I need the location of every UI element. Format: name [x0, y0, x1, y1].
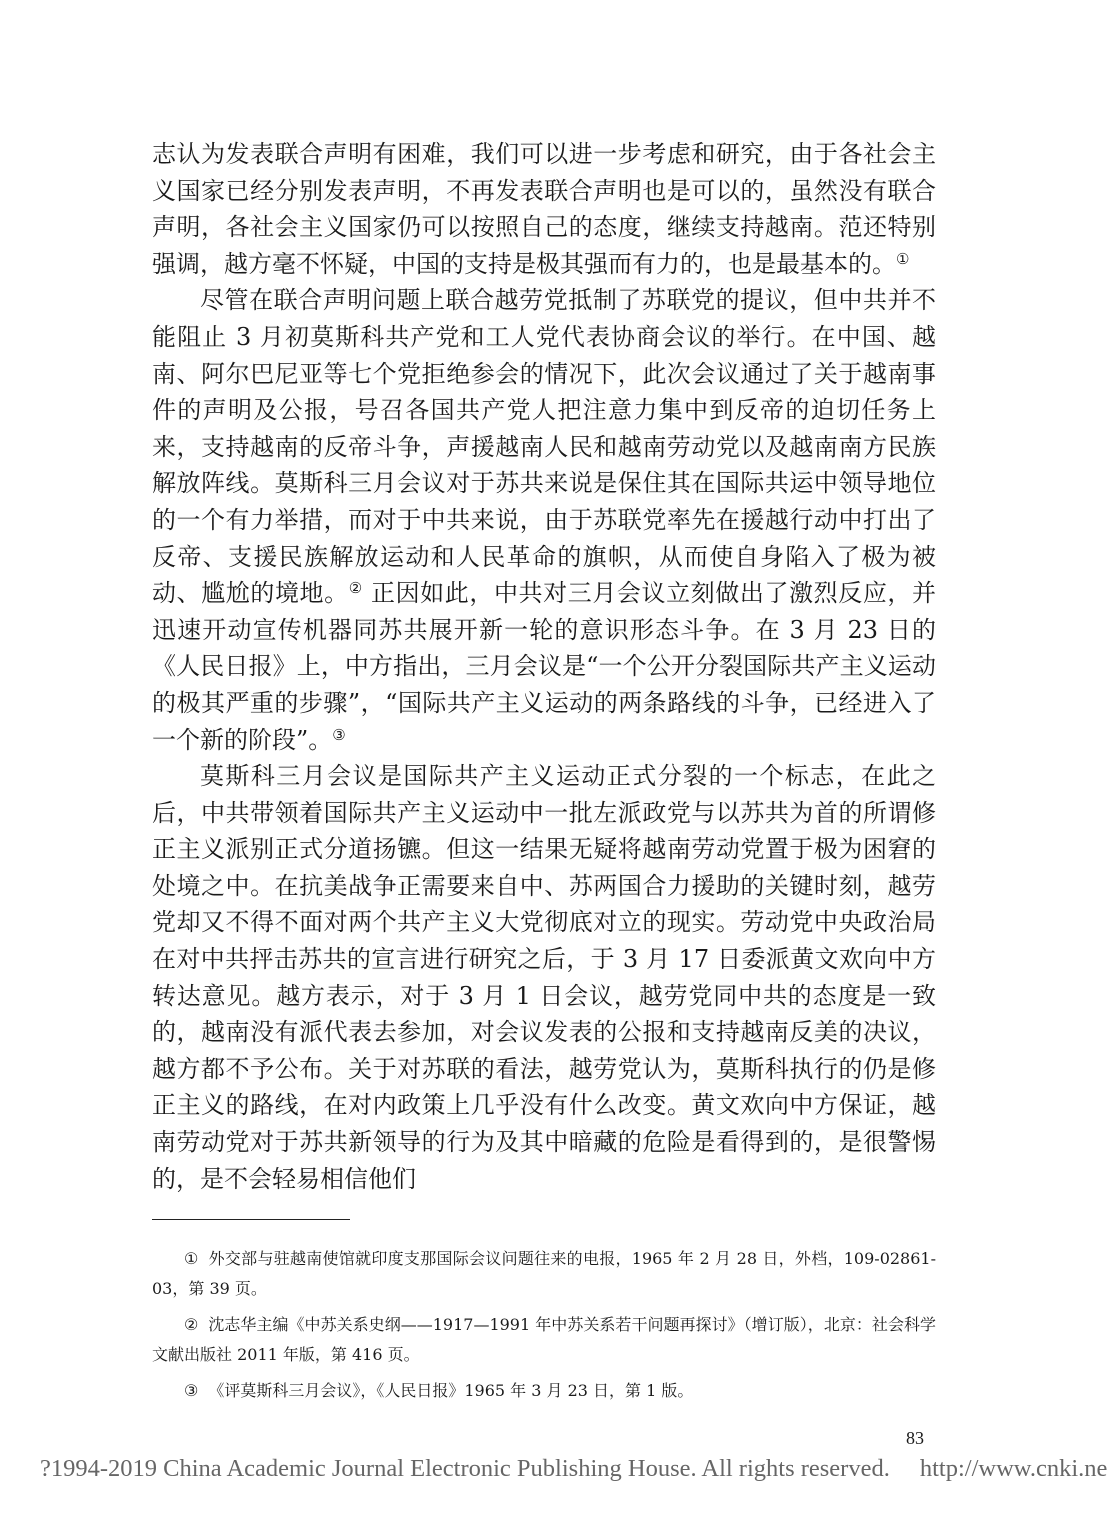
- footnote-ref-3: ③: [332, 725, 346, 744]
- paragraph-1: [152, 136, 936, 282]
- footnote-ref-1: ①: [896, 249, 910, 268]
- footnote-divider: [152, 1219, 350, 1220]
- paragraph-text: 莫斯科三月会议是国际共产主义运动正式分裂的一个标志，在此之后，中共带领着国际共产主义运动中一批左派政党与以苏共为首的所谓修正主义派别正式分道扬镳。但这一结果无疑将越南劳动党置于极为困窘的处境之中。在抗美战争正需要来自中、苏两国合力援助的关键时刻，越劳党却又不得不面对两个共产主义大党彻底对立的现实。劳动党中央政治局在对中共抨击苏共的宣言进行研究之后，于 3 月 17 日委派黄文欢向中方转达意见。越方表示，对于 3 月 1 日会议，越劳党同中共的态度是一致的，越南没有派代表去参加，对会议发表的公报和支持越南反美的决议，越方都不予公布。关于对苏联的看法，越劳党认为，莫斯科执行的仍是修正主义的路线，在对内政策上几乎没有什么改变。黄文欢向中方保证，越南劳动党对于苏共新领导的行为及其中暗藏的危险是看得到的，是很警惕的，是不会轻易相信他们: [152, 762, 936, 1193]
- copyright-text: ?1994-2019 China Academic Journal Electronic Publishing House. All rights reserved.: [40, 1455, 890, 1482]
- copyright-url: http://www.cnki.ne: [919, 1455, 1107, 1482]
- body-text: [152, 136, 936, 1197]
- footnote-3: [152, 1376, 936, 1406]
- footnote-mark: ①: [184, 1249, 199, 1268]
- footnote-mark: ②: [184, 1315, 199, 1334]
- footnote-text: 沈志华主编《中苏关系史纲——1917—1991 年中苏关系若干问题再探讨》（增订版），北京：社会科学文献出版社 2011 年版，第 416 页。: [152, 1315, 936, 1364]
- footnote-ref-2: ②: [348, 579, 363, 598]
- paragraph-text: 尽管在联合声明问题上联合越劳党抵制了苏联党的提议，但中共并不能阻止 3 月初莫斯科共产党和工人党代表协商会议的举行。在中国、越南、阿尔巴尼亚等七个党拒绝参会的情况下，此次会议通过了关于越南事件的声明及公报，号召各国共产党人把注意力集中到反帝的迫切任务上来，支持越南的反帝斗争，声援越南人民和越南劳动党以及越南南方民族解放阵线。莫斯科三月会议对于苏共来说是保住其在国际共运中领导地位的一个有力举措，而对于中共来说，由于苏联党率先在援越行动中打出了反帝、支援民族解放运动和人民革命的旗帜，从而使自身陷入了极为被动、尴尬的境地。: [152, 286, 936, 608]
- footnote-mark: ③: [184, 1381, 199, 1400]
- copyright-watermark: [40, 1455, 1107, 1483]
- paragraph-2: [152, 282, 936, 758]
- paragraph-text: 志认为发表联合声明有困难，我们可以进一步考虑和研究，由于各社会主义国家已经分别发表声明，不再发表联合声明也是可以的，虽然没有联合声明，各社会主义国家仍可以按照自己的态度，继续支持越南。范还特别强调，越方毫不怀疑，中国的支持是极其强而有力的，也是最基本的。: [152, 140, 936, 278]
- footnote-text: 《评莫斯科三月会议》，《人民日报》1965 年 3 月 23 日，第 1 版。: [208, 1381, 694, 1400]
- paragraph-text-continued: 正因如此，中共对三月会议立刻做出了激烈反应，并迅速开动宣传机器同苏共展开新一轮的意识形态斗争。在 3 月 23 日的《人民日报》上，中方指出，三月会议是“一个公开分裂国际共产主义运动的极其严重的步骤”，“国际共产主义运动的两条路线的斗争，已经进入了一个新的阶段”。: [152, 579, 936, 754]
- paragraph-3: [152, 758, 936, 1197]
- footnote-1: [152, 1244, 936, 1304]
- footnotes: [152, 1244, 936, 1412]
- page-number: 83: [906, 1428, 924, 1448]
- footnote-2: [152, 1310, 936, 1370]
- footnote-text: 外交部与驻越南使馆就印度支那国际会议问题往来的电报，1965 年 2 月 28 日，外档，109-02861-03，第 39 页。: [152, 1249, 936, 1298]
